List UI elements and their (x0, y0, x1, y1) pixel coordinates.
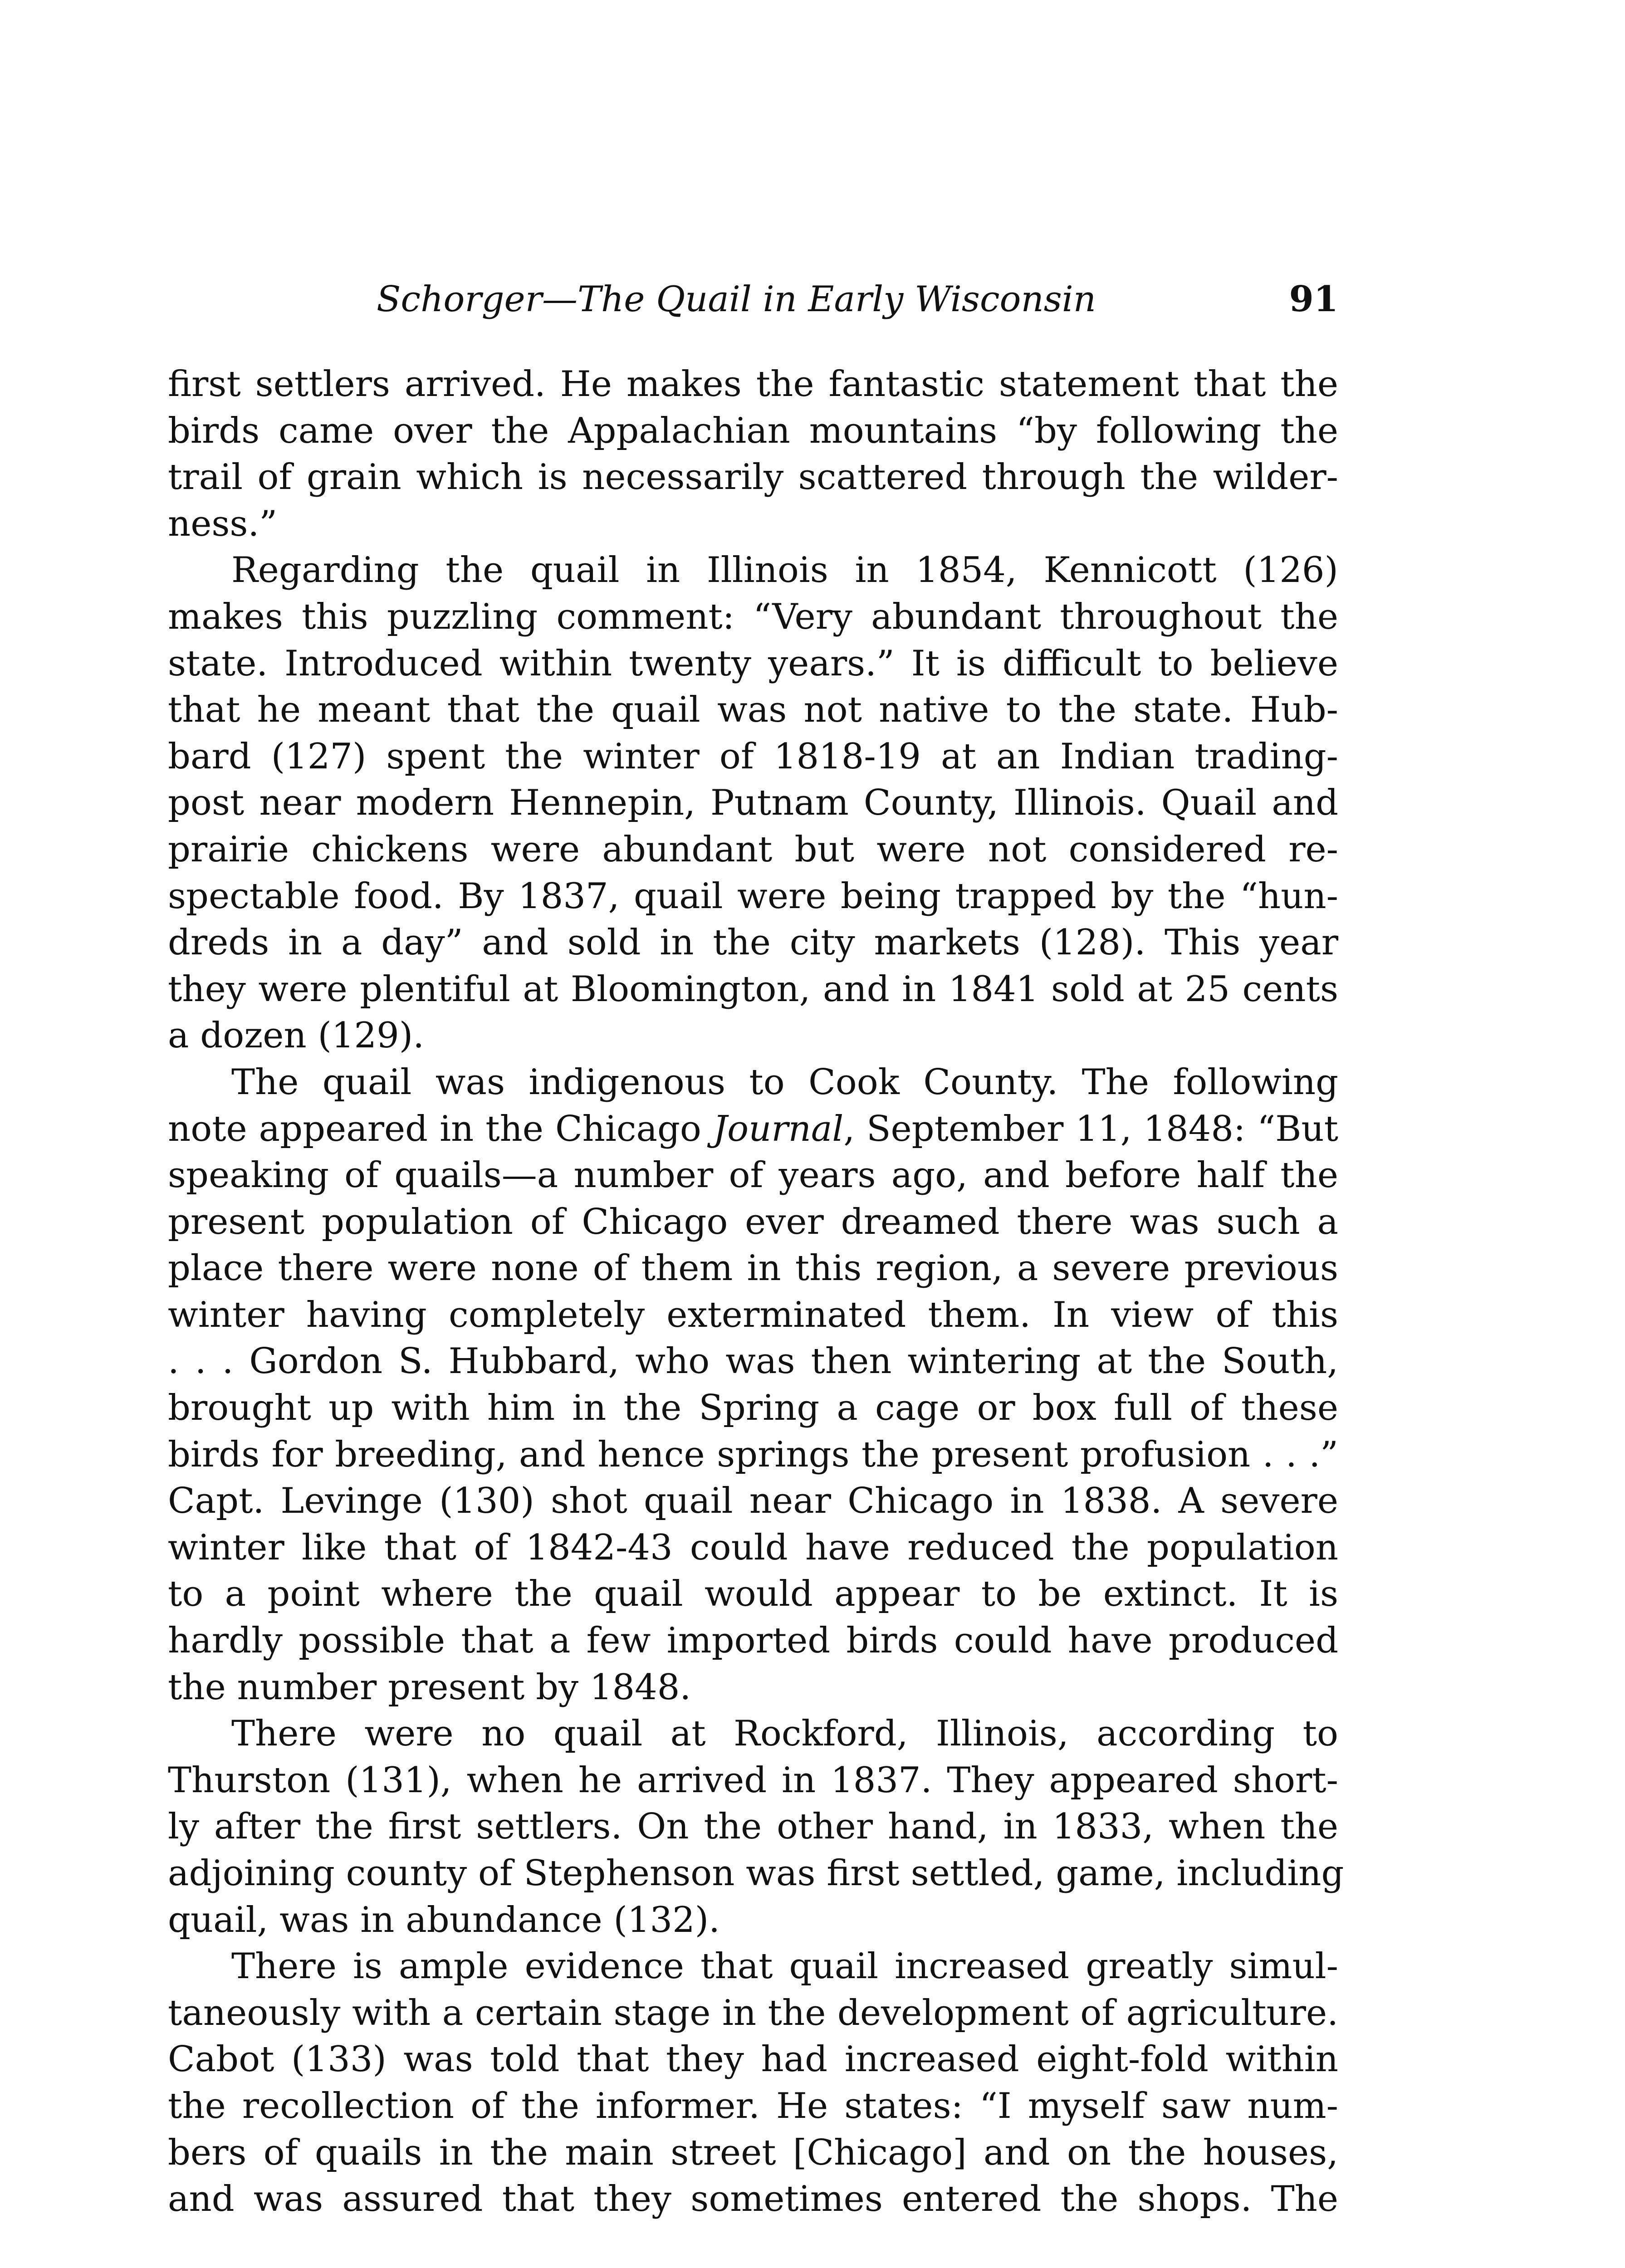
running-title: Schorger—The Quail in Early Wisconsin (377, 279, 1096, 320)
text-line: There is ample evidence that quail increased greatly simul- (231, 1946, 1338, 1987)
text-line: There were no quail at Rockford, Illinois, according to (231, 1713, 1338, 1755)
text-line: Regarding the quail in Illinois in 1854, Kennicott (126) (231, 550, 1338, 591)
text-line: The quail was indigenous to Cook County. The following (231, 1061, 1338, 1103)
newspaper-title: Journal (713, 1108, 844, 1149)
text-line: birds for breeding, and hence springs the present profusion . . .” (168, 1434, 1338, 1475)
text-line: quail, was in abundance (132). (168, 1899, 720, 1941)
text-line: winter like that of 1842-43 could have reduced the population (168, 1527, 1338, 1568)
paragraph-3 (168, 1059, 1338, 1711)
text-line: dreds in a day” and sold in the city markets (128). This year (168, 922, 1338, 963)
text-line: place there were none of them in this region, a severe previous (168, 1248, 1338, 1289)
body-text (168, 361, 1344, 2223)
text-line: prairie chickens were abundant but were not considered re- (168, 829, 1338, 870)
text-line: Thurston (131), when he arrived in 1837. They appeared short- (168, 1760, 1338, 1801)
text-line: a dozen (129). (168, 1015, 425, 1056)
text-line: note appeared in the Chicago Journal, September 11, 1848: “But (168, 1108, 1338, 1149)
text-line: ness.” (168, 503, 278, 544)
text-line: hardly possible that a few imported birds could have produced (168, 1620, 1338, 1662)
text-line: they were plentiful at Bloomington, and in 1841 sold at 25 cents (168, 968, 1338, 1010)
text-line: ly after the first settlers. On the other hand, in 1833, when the (168, 1806, 1338, 1848)
paragraph-5 (168, 1943, 1338, 2223)
page-number: 91 (1289, 279, 1338, 320)
running-head (168, 277, 1338, 331)
text-line: state. Introduced within twenty years.” It is difficult to believe (168, 643, 1338, 684)
text-line: post near modern Hennepin, Putnam County, Illinois. Quail and (168, 782, 1338, 824)
text-line: first settlers arrived. He makes the fantastic statement that the (168, 364, 1338, 405)
text-line: bers of quails in the main street [Chicago] and on the houses, (168, 2132, 1338, 2173)
paragraph-4 (168, 1711, 1344, 1943)
text-line: present population of Chicago ever dreamed there was such a (168, 1201, 1338, 1242)
text-line: winter having completely exterminated them. In view of this (168, 1294, 1338, 1335)
text-line: the number present by 1848. (168, 1667, 691, 1708)
text-line: bard (127) spent the winter of 1818-19 at an Indian trading- (168, 736, 1338, 777)
text-line: Cabot (133) was told that they had increased eight-fold within (168, 2039, 1338, 2080)
text-line: . . . Gordon S. Hubbard, who was then wintering at the South, (168, 1341, 1338, 1382)
text-line: taneously with a certain stage in the development of agriculture. (168, 1992, 1338, 2033)
text-line: brought up with him in the Spring a cage or box full of these (168, 1388, 1338, 1429)
text-line: speaking of quails—a number of years ago, and before half the (168, 1155, 1338, 1196)
text-line: the recollection of the informer. He states: “I myself saw num- (168, 2085, 1338, 2126)
text-line: adjoining county of Stephenson was first settled, game, including (168, 1853, 1344, 1894)
paragraph-2 (168, 547, 1338, 1059)
text-line: birds came over the Appalachian mountains “by following the (168, 410, 1338, 451)
text-line: to a point where the quail would appear to be extinct. It is (168, 1574, 1338, 1615)
text-line: Capt. Levinge (130) shot quail near Chicago in 1838. A severe (168, 1481, 1338, 1522)
text-line: spectable food. By 1837, quail were being trapped by the “hun- (168, 875, 1338, 917)
text-line: and was assured that they sometimes entered the shops. The (168, 2179, 1338, 2220)
text-line: that he meant that the quail was not native to the state. Hub- (168, 689, 1338, 731)
paragraph-1 (168, 361, 1338, 547)
text-line: makes this puzzling comment: “Very abundant throughout the (168, 596, 1338, 637)
text-line: trail of grain which is necessarily scattered through the wilder- (168, 457, 1338, 498)
